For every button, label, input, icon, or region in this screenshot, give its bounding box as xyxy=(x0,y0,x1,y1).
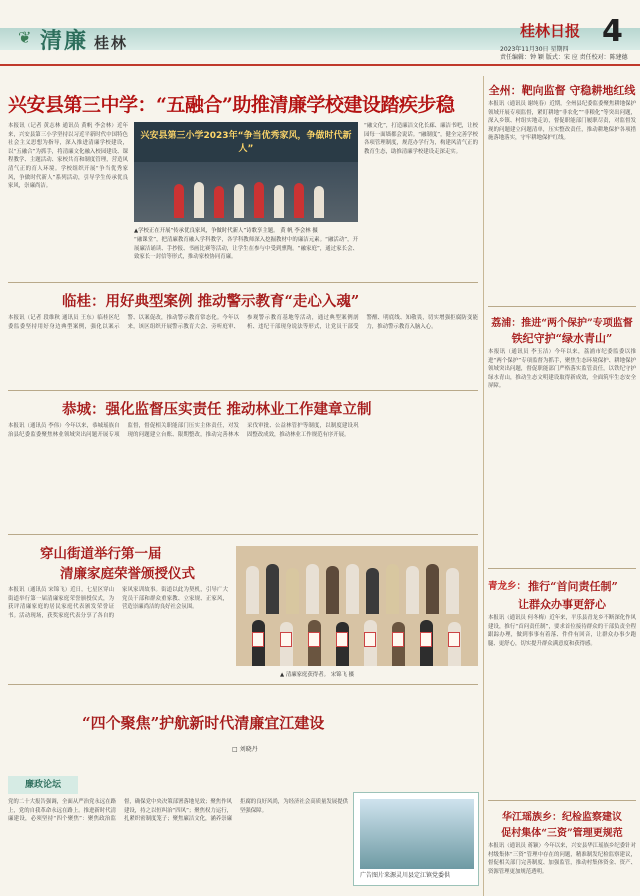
qinglong-text: 本报讯（通讯员 何冬梅）近年来，平乐县青龙乡不断深化作风建设，推行“首问责任制”，要求首位接待群众的干部负责全程跟踪办理，做到事事有着落、件件有回音，让群众办事少跑腿、更舒心，切实提升群众满意度和获得感。 xyxy=(488,615,636,647)
person-figure xyxy=(326,566,339,614)
certificate xyxy=(420,632,432,647)
photo-credit: 黄 帆 李会林 摄 xyxy=(280,228,318,234)
lead-text-middle: “融课堂”，把清廉教育融入学科教学，各学科教师深入挖掘教材中的廉洁元素。“融活动”，开展廉洁诵读、手抄报、书画比赛等活动，让学生在参与中受到熏陶。“融家庭”，通过家长会、致家长一封信等形式，推动家校协同育廉。 xyxy=(134,237,358,261)
student-figure xyxy=(234,184,244,218)
lead-headline: 兴安县第三中学：“五融合”助推清廉学校建设踏疾步稳 xyxy=(8,94,455,116)
student-figure xyxy=(314,186,324,218)
qinglong-headline-1: 推行“首问责任制” xyxy=(528,580,618,593)
quanzhou-text: 本报讯（通讯员 谢纯春）近期，全州县纪委监委聚焦耕地保护领域开展专项监督，紧盯耕地“非农化”“非粮化”等突出问题，深入乡镇、村组实地走访，督促职能部门履职尽责，对监督发现的问题建立问题清单，压实整改责任，推动耕地保护各项措施落地落实，守牢耕地保护红线。 xyxy=(488,101,636,142)
chuanshan-photo-caption xyxy=(280,670,354,678)
lingui-text: 本报讯（记者 段维秋 通讯员 王东）临桂区纪委监委坚持用好身边典型案例，强化以案示警、以案促改，推动警示教育常态化。今年以来，该区组织开展警示教育大会、旁听庭审、参观警示教育基地等活动，通过典型案例剖析、违纪干部现身说法等形式，让党员干部受警醒、明底线、知敬畏，切实增强拒腐防变能力，推动警示教育入脑入心。 xyxy=(8,315,478,330)
chuanshan-caption-text: ▲ 清廉家庭获得者。 xyxy=(280,672,329,678)
lipu-headline-1: 荔浦：推进“两个保护”专项监督 xyxy=(491,318,633,329)
lipu-text: 本报讯（通讯员 李玉洁）今年以来，荔浦市纪委监委以推进“两个保护”专项监督为抓手，聚焦生态环境保护、耕地保护领域突出问题，督促职能部门严格落实监管责任，以铁纪守护绿水青山，推动生态文明建设取得新成效，全面筑牢生态安全屏障。 xyxy=(488,349,636,390)
student-figure xyxy=(174,184,184,218)
huajiang-headline-2: 促村集体“三资”管理更规范 xyxy=(501,828,623,839)
chuanshan-headline-1: 穿山街道举行第一届 xyxy=(40,546,162,562)
chuanshan-photo-credit: 宋锦飞 摄 xyxy=(330,672,354,678)
photo-stage xyxy=(134,162,358,222)
advertisement-box xyxy=(353,792,479,886)
divider xyxy=(488,306,636,307)
column-tag-forum: 廉政论坛 xyxy=(8,776,78,794)
bottom-headline: “四个聚焦”护航新时代清廉宜江建设 xyxy=(82,714,325,732)
column-separator xyxy=(483,76,484,896)
person-figure xyxy=(246,566,259,614)
person-figure xyxy=(426,564,439,614)
honor-ceremony-photo xyxy=(236,546,478,666)
person-figure xyxy=(386,564,399,614)
student-figure xyxy=(274,185,284,218)
lead-text-right: “融文化”，打造廉洁文化长廊、廉洁书吧，让校园每一面墙都会说话。“融制度”，健全完善学校各项管理制度，规范办学行为，构建风清气正的教育生态，助推清廉学校建设走深走实。 xyxy=(364,123,478,155)
lingui-headline: 临桂：用好典型案例 推动警示教育“走心入魂” xyxy=(62,293,360,310)
column-title-main: 清廉 xyxy=(40,28,89,54)
divider xyxy=(8,282,478,283)
editor-credits: 责任编辑：钟 颖 版式：宋 应 责任校对：陈建德 xyxy=(500,54,628,61)
certificate xyxy=(392,632,404,647)
bottom-byline: □ 刘晓丹 xyxy=(232,746,258,753)
photo-caption-text: ▲学校正在开展“传承优良家风，争做时代新人”诗歌享主题。 xyxy=(134,228,279,234)
student-figure xyxy=(214,186,224,218)
student-figure xyxy=(254,182,264,218)
masthead xyxy=(0,0,640,70)
issue-date: 2023年11月30日 星期四 xyxy=(500,46,569,53)
person-figure xyxy=(366,568,379,614)
person-figure xyxy=(306,564,319,614)
masthead-rule xyxy=(0,64,640,66)
lead-text-left: 本报讯（记者 黄志林 通讯员 黄帆 李会林）近年来，兴安县第三小学坚持以习近平新时代中国特色社会主义思想为指导，深入推进清廉学校建设，以“五融合”为抓手，将清廉文化融入校园建设、课程教学、主题活动、家校共育和制度管理，营造风清气正的育人环境。学校组织开展“争当优秀家风，争做时代新人”系列活动，引导学生传承优良家风，崇廉尚洁。 xyxy=(8,123,128,190)
advertisement-image xyxy=(360,799,474,869)
leaf-icon: ❦ xyxy=(18,28,32,47)
divider xyxy=(8,684,478,685)
huajiang-text: 本报讯（通讯员 蒋颖）今年以来，兴安县华江瑶族乡纪委针对村级集体“三资”管理中存在的问题，精准制发纪检监察建议，督促相关部门完善制度、加强监管，推动村集体资金、资产、资源管理更加规范透明。 xyxy=(488,843,636,875)
certificate xyxy=(364,632,376,647)
divider xyxy=(8,534,478,535)
student-figure xyxy=(294,183,304,218)
qinglong-headline-2: 让群众办事更舒心 xyxy=(518,598,606,611)
newspaper-brand: 桂林日报 xyxy=(520,22,581,40)
right-column xyxy=(488,78,636,896)
person-figure xyxy=(346,564,359,614)
divider xyxy=(488,568,636,569)
page-number: 4 xyxy=(602,14,623,49)
chuanshan-headline-2: 清廉家庭荣誉颁授仪式 xyxy=(60,566,195,582)
person-figure xyxy=(406,566,419,614)
qinglong-byline: 青龙乡： xyxy=(488,581,527,592)
certificate xyxy=(280,632,292,647)
person-figure xyxy=(446,568,459,614)
certificate xyxy=(252,632,264,647)
certificate xyxy=(308,632,320,647)
photo-banner: 兴安县第三小学2023年“争当优秀家风，争做时代新人” xyxy=(140,131,352,154)
gongcheng-text: 本报讯（通讯员 李伟）今年以来，恭城瑶族自治县纪委监委聚焦林业领域突出问题开展专项监督，督促相关职能部门压实主体责任，对发现的问题建立台账、限期整改，推动完善林木采伐审批、公益林管护等制度，以制度建设巩固整改成效，推动林业工作规范有序开展。 xyxy=(8,423,359,438)
student-figure xyxy=(194,182,204,218)
divider xyxy=(8,390,478,391)
gongcheng-headline: 恭城：强化监督压实责任 推动林业工作建章立制 xyxy=(62,401,372,418)
certificate xyxy=(448,632,460,647)
school-event-photo xyxy=(134,122,358,222)
person-figure xyxy=(286,568,299,614)
bottom-text: 党的二十大报告强调，全面从严治党永远在路上，党的自我革命永远在路上。推进新时代清廉建设，必须坚持“四个聚焦”：聚焦政治监督，确保党中央决策部署落地见效；聚焦作风建设，持之以恒纠治“四风”；聚焦权力运行，扎紧织密制度笼子；聚焦廉洁文化，涵养崇廉拒腐的良好风尚，为经济社会高质量发展提供坚强保障。 xyxy=(8,799,348,823)
advertisement-caption: 广告图片来源灵川县定江镇党委供 xyxy=(360,872,451,879)
column-title-place: 桂林 xyxy=(94,34,129,52)
quanzhou-headline: 全州：靶向监督 守稳耕地红线 xyxy=(488,84,636,97)
lipu-headline-2: 铁纪守护“绿水青山” xyxy=(511,332,613,345)
photo-caption xyxy=(134,226,358,234)
huajiang-headline-1: 华江瑶族乡：纪检监察建议 xyxy=(502,812,622,823)
divider xyxy=(488,800,636,801)
chuanshan-text: 本报讯（通讯员 宋锦飞）近日，七星区穿山街道举行第一届清廉家庭荣誉颁授仪式，为获评清廉家庭的居民家庭代表颁发荣誉证书。活动现场，获奖家庭代表分享了各自的家风家训故事。街道以此为契机，引导广大党员干部和群众重家教、立家规、正家风，营造崇廉尚洁的良好社会氛围。 xyxy=(8,587,228,619)
person-figure xyxy=(266,564,279,614)
certificate xyxy=(336,632,348,647)
column-title xyxy=(40,24,128,55)
